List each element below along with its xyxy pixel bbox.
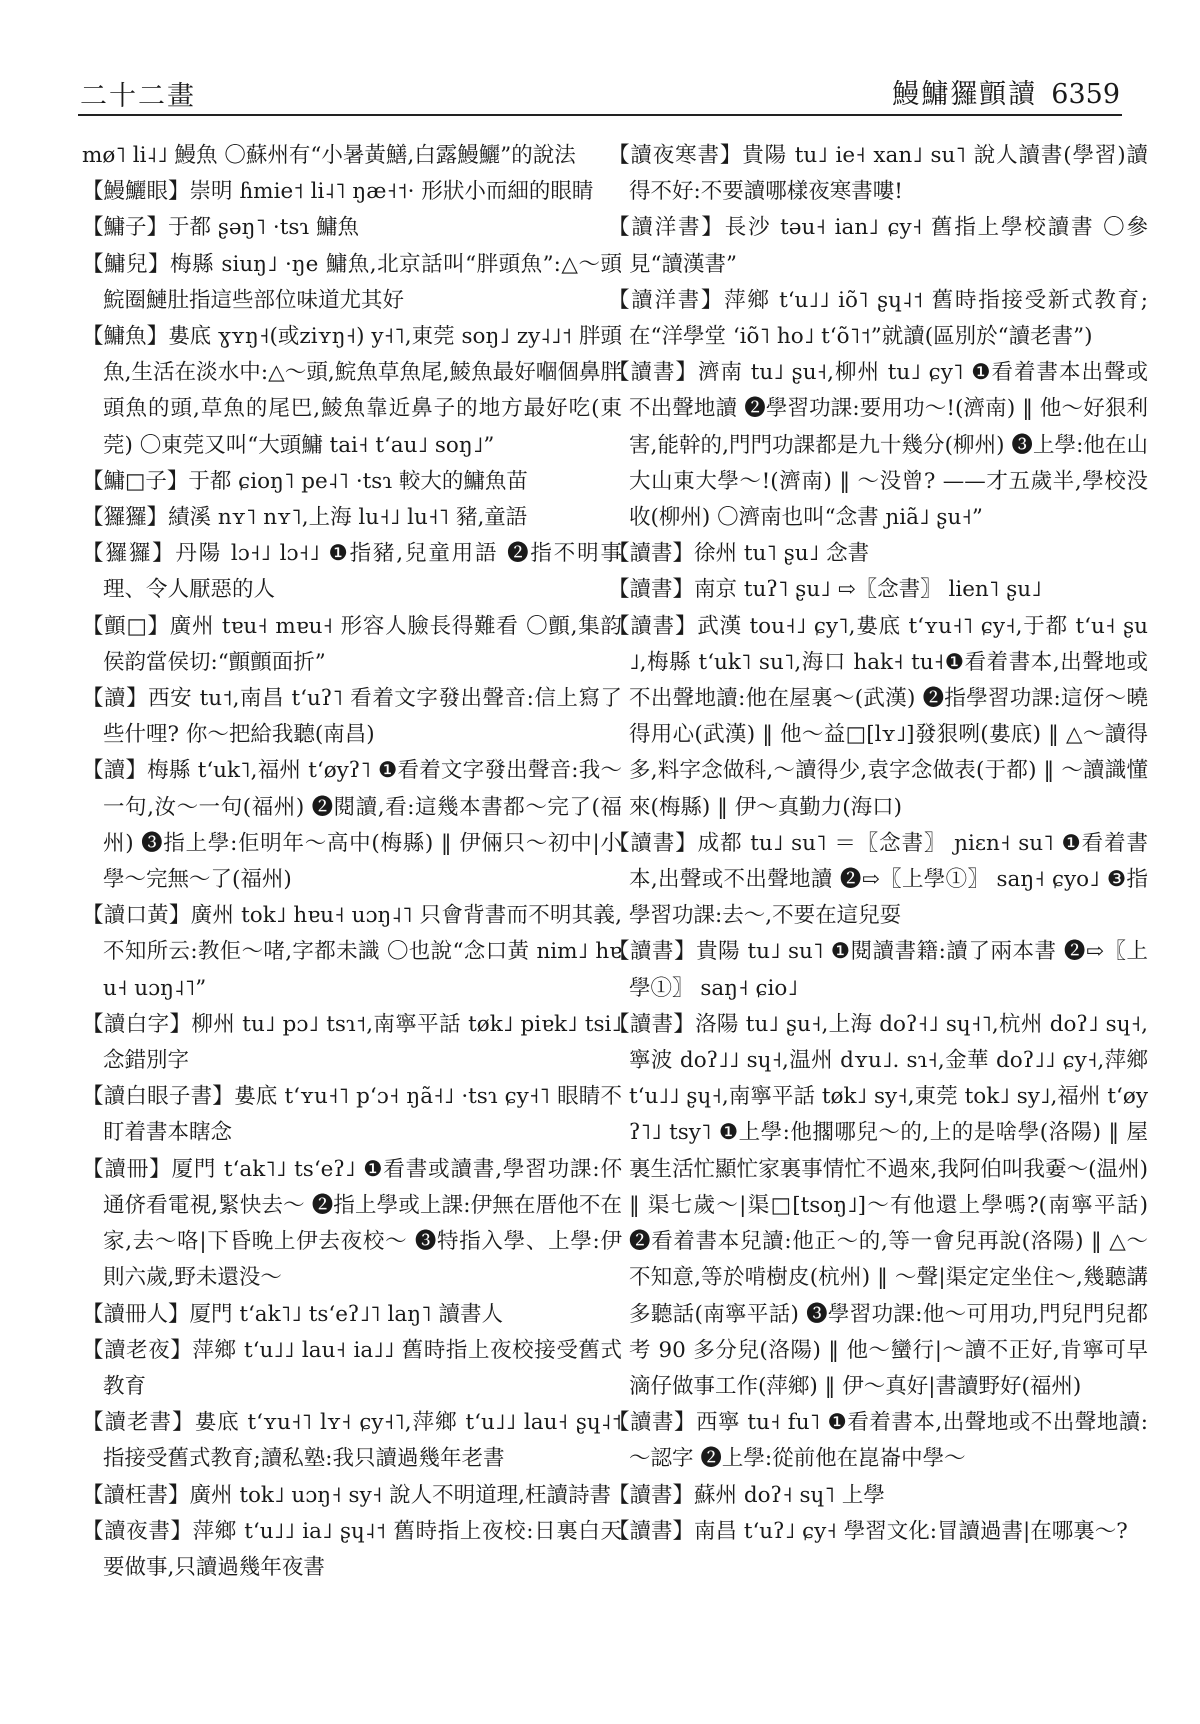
dictionary-entry: 【讀書】徐州 tu˥ ʂu˩ 念書 <box>608 541 870 567</box>
left-column <box>82 138 622 1586</box>
right-column <box>608 138 1148 1550</box>
dictionary-entry: 【讀】梅縣 t‘uk˥,福州 t‘øyʔ˥ ❶看着文字發出聲音:我～一句,汝～一句(福州) ❷閱讀,看:這幾本書都～完了(福州) ❸指上學:佢明年～高中(梅縣) ‖ 伊倆只～初中|小學～完無～了(福州) <box>82 758 622 893</box>
dictionary-entry: 【讀書】南昌 t‘uʔ˩ ɕy˧ 學習文化:冒讀過書|在哪裏～? <box>608 1518 1128 1544</box>
dictionary-entry: 【讀】西安 tu˦,南昌 t‘uʔ˥ 看着文字發出聲音:信上寫了些什哩? 你～把給我聽(南昌) <box>82 686 622 748</box>
dictionary-entry: 【讀書】成都 tu˩ su˥ ＝〖念書〗 ɲiɛn˧ su˥ ❶看着書本,出聲或不出聲地讀 ❷⇨〖上學①〗 saŋ˧ ɕyo˩ ❸指學習功課:去～,不要在這兒耍 <box>608 830 1148 929</box>
dictionary-entry: 【讀書】貴陽 tu˩ su˥ ❶閱讀書籍:讀了兩本書 ❷⇨〖上學①〗 saŋ˧ ɕio˩ <box>608 939 1148 1001</box>
dictionary-entry: 【讀書】武漢 tou˧˩ ɕy˥,婁底 t‘ʏu˧˥ ɕy˧,于都 t‘u˧ ʂu˩,梅縣 t‘uk˥ su˥,海口 hak˧ tu˧❶看着書本,出聲地或不出聲地讀:他在屋裏～(武漢) ❷指學習功課:這伢～曉得用心(武漢) ‖ 他～益□[lʏ˩]發狠咧(婁底) ‖ △～讀得多,料字念做科,～讀得少,袁字念做表(于都) ‖ ～讀識懂來(梅縣) ‖ 伊～真勤力(海口) <box>608 613 1148 820</box>
dictionary-entry: 【讀書】西寧 tu˧ fu˥ ❶看着書本,出聲地或不出聲地讀:～認字 ❷上學:從前他在崑崙中學～ <box>608 1410 1148 1472</box>
headword-range: 鰻鱅玀顫讀 <box>892 79 1038 110</box>
dictionary-entry: 【鱅子】于都 ʂəŋ˥ ·tsɿ 鱅魚 <box>82 215 359 241</box>
dictionary-entry: 【讀冊人】厦門 t‘ak˥˩ ts‘eʔ˩˥ laŋ˥ 讀書人 <box>82 1301 503 1327</box>
dictionary-entry: 【讀書】洛陽 tu˩ ʂu˧,上海 doʔ˧˩ sɥ˧˥,杭州 doʔ˩ sɥ˧,寧波 doʔ˩˩ sɥ˧,温州 dʏu˩. sɿ˧,金華 doʔ˩˩ ɕy˧,萍鄉 t‘u˩˩ ʂɥ˧,南寧平話 tøk˩ sy˧,東莞 tok˩ sy˩,福州 t‘øyʔ˥˩ tsy˥ ❶上學:他擱哪兒～的,上的是啥學(洛陽) ‖ 屋裏生活忙顯忙家裏事情忙不過來,我阿伯叫我嫑～(温州) ‖ 渠七歲～|渠□[tsoŋ˩]～有他還上學嗎?(南寧平話) ❷看着書本兒讀:他正～的,等一會兒再說(洛陽) ‖ △～不知意,等於啃樹皮(杭州) ‖ ～聲|渠定定坐住～,幾聽講多聽話(南寧平話) ❸學習功課:他～可用功,門兒門兒都考 90 多分兒(洛陽) ‖ 他～蠻行|～讀不正好,肯寧可早滴仔做事工作(萍鄉) ‖ 伊～真好|書讀野好(福州) <box>608 1011 1148 1399</box>
dictionary-entry: 【鱅□子】于都 ɕioŋ˥ pe˨˥ ·tsɿ 較大的鱅魚苗 <box>82 468 528 494</box>
dictionary-entry: 【讀書】南京 tuʔ˥ ʂu˩ ⇨〖念書〗 lien˥ ʂu˩ <box>608 577 1042 603</box>
dictionary-entry: mø˥ li˨˩ 鰻魚 〇蘇州有“小暑黃鱔,白露鰻鱺”的說法 <box>82 143 576 168</box>
dictionary-entry: 【玀玀】丹陽 lɔ˧˩ lɔ˧˩ ❶指豬,兒童用語 ❷指不明事理、令人厭惡的人 <box>82 541 622 603</box>
dictionary-entry: 【鱅魚】婁底 ɣʏŋ˧(或ziʏŋ˧) y˧˥,東莞 soŋ˩ zy˨˩˦ 胖頭魚,生活在淡水中:△～頭,鯇魚草魚尾,鯪魚最好嗰個鼻胖頭魚的頭,草魚的尾巴,鯪魚靠近鼻子的地方最好吃(東莞) 〇東莞又叫“大頭鱅 tai˧ t‘au˩ soŋ˩” <box>82 324 622 458</box>
dictionary-entry: 【讀白眼子書】婁底 t‘ʏu˧˥ p‘ɔ˧ ŋã˧˩ ·tsɿ ɕy˧˥ 眼睛不盯着書本瞎念 <box>82 1084 622 1146</box>
dictionary-entry: 【鱅兒】梅縣 siuŋ˩ ·ŋe 鱅魚,北京話叫“胖頭魚”:△～頭鯇圈鰱肚指這些部位味道尤其好 <box>82 251 622 313</box>
dictionary-entry: 【讀洋書】長沙 təu˧ ian˩ ɕy˧ 舊指上學校讀書 〇參見“讀漢書” <box>608 215 1148 277</box>
dictionary-entry: 【讀白字】柳州 tu˩ pɔ˩ tsɿ˦,南寧平話 tøk˩ piɐk˩ tsi˩ 念錯別字 <box>82 1011 622 1074</box>
page-header <box>50 0 1150 118</box>
page-number: 6359 <box>1051 79 1120 110</box>
dictionary-entry: 【讀枉書】廣州 tok˩ uɔŋ˧ sy˧ 說人不明道理,枉讀詩書 <box>82 1482 612 1508</box>
dictionary-entry: 【讀夜寒書】貴陽 tu˩ ie˧ xan˩ su˥ 說人讀書(學習)讀得不好:不要讀哪樣夜寒書嘍! <box>608 143 1148 205</box>
dictionary-entry: 【鰻鱺眼】崇明 ɦmie˦ li˨˥ ŋæ˧˦· 形狀小而細的眼睛 <box>82 179 594 205</box>
dictionary-entry: 【讀洋書】萍鄉 t‘u˩˩ iõ˥ ʂɥ˨˦ 舊時指接受新式教育;在“洋學堂 ‘iõ˥ ho˩ t‘õ˥˦”就讀(區別於“讀老書”) <box>608 287 1148 350</box>
running-head <box>892 72 1120 111</box>
dictionary-entry: 【讀老書】婁底 t‘ʏu˧˥ lʏ˧ ɕy˧˥,萍鄉 t‘u˩˩ lau˧ ʂɥ˨˦ 指接受舊式教育;讀私塾:我只讀過幾年老書 <box>82 1410 622 1472</box>
dictionary-entry: 【讀書】濟南 tu˩ ʂu˧,柳州 tu˩ ɕy˥ ❶看着書本出聲或不出聲地讀 ❷學習功課:要用功～!(濟南) ‖ 他～好狠利害,能幹的,門門功課都是九十幾分(柳州) ❸上學:他在山大山東大學～!(濟南) ‖ ～没曾? ——才五歲半,學校没收(柳州) 〇濟南也叫“念書 ɲiã˩ ʂu˧” <box>608 360 1148 531</box>
dictionary-entry: 【顫□】廣州 tɐu˧ mɐu˧ 形容人臉長得難看 〇顫,集韵侯韵當侯切:“顫顫面折” <box>82 613 622 675</box>
dictionary-entry: 【讀老夜】萍鄉 t‘u˩˩ lau˧ ia˩˩ 舊時指上夜校接受舊式教育 <box>82 1337 622 1399</box>
dictionary-entry: 【玀玀】績溪 nʏ˥ nʏ˥,上海 lu˧˩ lu˧˥ 豬,童語 <box>82 505 528 531</box>
dictionary-entry: 【讀口黃】廣州 tok˩ hɐu˧ uɔŋ˨˥ 只會背書而不明其義,不知所云:教佢～啫,字都未識 〇也說“念口黃 nim˩ hɐu˧ uɔŋ˨˥” <box>82 903 622 1001</box>
dictionary-entry: 【讀夜書】萍鄉 t‘u˩˩ ia˩ ʂɥ˨˦ 舊時指上夜校:日裏白天要做事,只讀過幾年夜書 <box>82 1518 622 1580</box>
dictionary-entry: 【讀冊】厦門 t‘ak˥˩ ts‘eʔ˩ ❶看書或讀書,學習功課:伓通侪看電視,緊快去～ ❷指上學或上課:伊無在厝他不在家,去～咯|下昏晚上伊去夜校～ ❸特指入學、上學:伊則六歲,野未還没～ <box>82 1156 622 1291</box>
header-rule <box>78 114 1122 116</box>
stroke-count-label: 二十二畫 <box>80 81 196 112</box>
dictionary-entry: 【讀書】蘇州 doʔ˧ sɥ˥ 上學 <box>608 1482 885 1508</box>
